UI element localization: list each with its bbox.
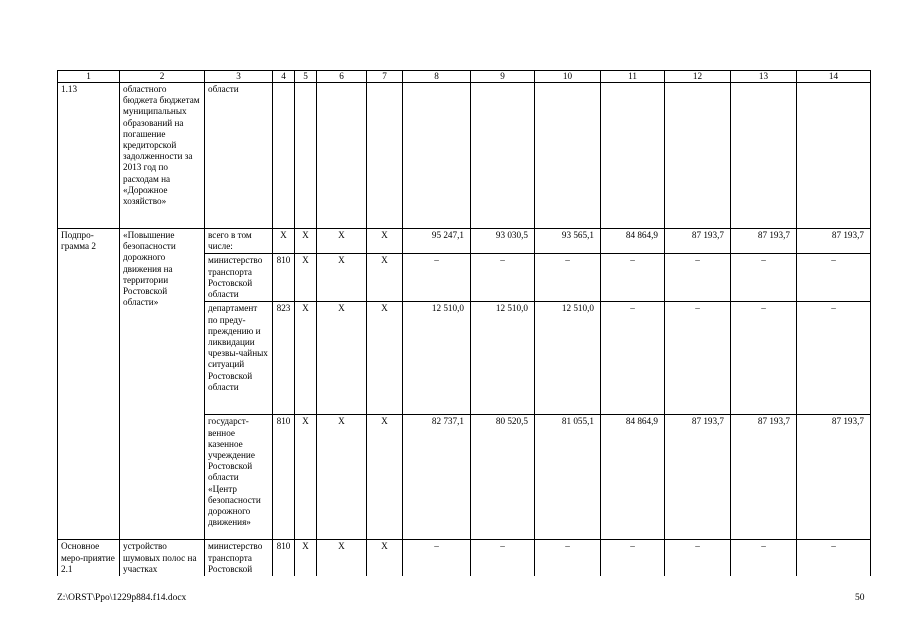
cell-vr: X <box>367 302 403 415</box>
cell-value: – <box>535 254 601 302</box>
cell-value: – <box>471 540 535 576</box>
cell-value: 12 510,0 <box>471 302 535 415</box>
table-row <box>58 83 871 229</box>
row-code: Подпро-грамма 2 <box>58 229 120 540</box>
cell-value: – <box>601 540 665 576</box>
cell-rzpr: X <box>295 302 317 415</box>
row-executor: всего в том числе: <box>205 229 273 254</box>
row-code: 1.13 <box>58 83 120 229</box>
cell-value: – <box>471 254 535 302</box>
cell-grbs <box>273 83 295 229</box>
cell-rzpr: X <box>295 229 317 254</box>
table-row <box>58 229 871 254</box>
column-header: 8 <box>403 71 471 83</box>
table-row <box>58 540 871 576</box>
footer-file-path: Z:\ORST\Ppo\1229p884.f14.docx <box>57 593 187 603</box>
column-header: 14 <box>797 71 871 83</box>
column-header: 12 <box>665 71 731 83</box>
cell-value: – <box>665 254 731 302</box>
cell-vr: X <box>367 415 403 540</box>
budget-table <box>57 70 871 576</box>
page-number: 50 <box>855 593 865 603</box>
cell-grbs: X <box>273 229 295 254</box>
cell-csr <box>317 83 367 229</box>
cell-value: 81 055,1 <box>535 415 601 540</box>
cell-rzpr: X <box>295 540 317 576</box>
column-header: 10 <box>535 71 601 83</box>
cell-value: 80 520,5 <box>471 415 535 540</box>
column-header: 9 <box>471 71 535 83</box>
cell-value: – <box>601 254 665 302</box>
column-header: 5 <box>295 71 317 83</box>
column-header: 1 <box>58 71 120 83</box>
cell-value: 12 510,0 <box>403 302 471 415</box>
cell-value: 87 193,7 <box>731 415 797 540</box>
header-row <box>58 71 871 83</box>
cell-value: 84 864,9 <box>601 229 665 254</box>
cell-vr: X <box>367 254 403 302</box>
column-header: 2 <box>120 71 205 83</box>
cell-grbs: 810 <box>273 254 295 302</box>
cell-csr: X <box>317 302 367 415</box>
row-executor: государст-венное казенное учреждение Ростовской области «Центр безопасности дорожного движения» <box>205 415 273 540</box>
cell-grbs: 810 <box>273 540 295 576</box>
cell-value: 87 193,7 <box>665 415 731 540</box>
row-code: Основное меро-приятие 2.1 <box>58 540 120 576</box>
cell-value <box>535 83 601 229</box>
cell-rzpr: X <box>295 415 317 540</box>
row-name: устройство шумовых полос на участках <box>120 540 205 576</box>
cell-value <box>797 83 871 229</box>
column-header: 7 <box>367 71 403 83</box>
row-executor: министерство транспорта Ростовской <box>205 540 273 576</box>
cell-grbs: 823 <box>273 302 295 415</box>
cell-value: – <box>797 540 871 576</box>
cell-value: – <box>601 302 665 415</box>
cell-value: 87 193,7 <box>797 415 871 540</box>
cell-vr: X <box>367 540 403 576</box>
cell-value: 87 193,7 <box>731 229 797 254</box>
cell-value <box>471 83 535 229</box>
row-executor: области <box>205 83 273 229</box>
cell-value <box>665 83 731 229</box>
cell-value: – <box>665 540 731 576</box>
cell-value <box>403 83 471 229</box>
cell-value: 87 193,7 <box>797 229 871 254</box>
cell-grbs: 810 <box>273 415 295 540</box>
cell-csr: X <box>317 540 367 576</box>
row-name: областного бюджета бюджетам муниципальных образований на погашение кредиторской задолженности за 2013 год по расходам на «Дорожное хозяйство» <box>120 83 205 229</box>
cell-csr: X <box>317 415 367 540</box>
cell-value: 95 247,1 <box>403 229 471 254</box>
cell-rzpr: X <box>295 254 317 302</box>
budget-table-sheet <box>57 70 870 576</box>
column-header: 4 <box>273 71 295 83</box>
cell-value: – <box>731 254 797 302</box>
cell-value: – <box>797 254 871 302</box>
cell-value: – <box>403 540 471 576</box>
cell-value: 87 193,7 <box>665 229 731 254</box>
cell-value: 12 510,0 <box>535 302 601 415</box>
column-header: 13 <box>731 71 797 83</box>
cell-value <box>731 83 797 229</box>
cell-value: – <box>665 302 731 415</box>
cell-vr <box>367 83 403 229</box>
column-header: 6 <box>317 71 367 83</box>
cell-value: – <box>731 302 797 415</box>
column-header: 11 <box>601 71 665 83</box>
row-name: «Повышение безопасности дорожного движения на территории Ростовской области» <box>120 229 205 540</box>
cell-csr: X <box>317 229 367 254</box>
column-header: 3 <box>205 71 273 83</box>
cell-csr: X <box>317 254 367 302</box>
cell-value: – <box>403 254 471 302</box>
cell-value: – <box>535 540 601 576</box>
cell-value: – <box>797 302 871 415</box>
cell-value: 82 737,1 <box>403 415 471 540</box>
cell-value: 84 864,9 <box>601 415 665 540</box>
cell-vr: X <box>367 229 403 254</box>
row-executor: департамент по преду-преждению и ликвидации чрезвы-чайных ситуаций Ростовской области <box>205 302 273 415</box>
row-executor: министерство транспорта Ростовской области <box>205 254 273 302</box>
cell-value: 93 030,5 <box>471 229 535 254</box>
cell-rzpr <box>295 83 317 229</box>
cell-value: – <box>731 540 797 576</box>
cell-value: 93 565,1 <box>535 229 601 254</box>
cell-value <box>601 83 665 229</box>
